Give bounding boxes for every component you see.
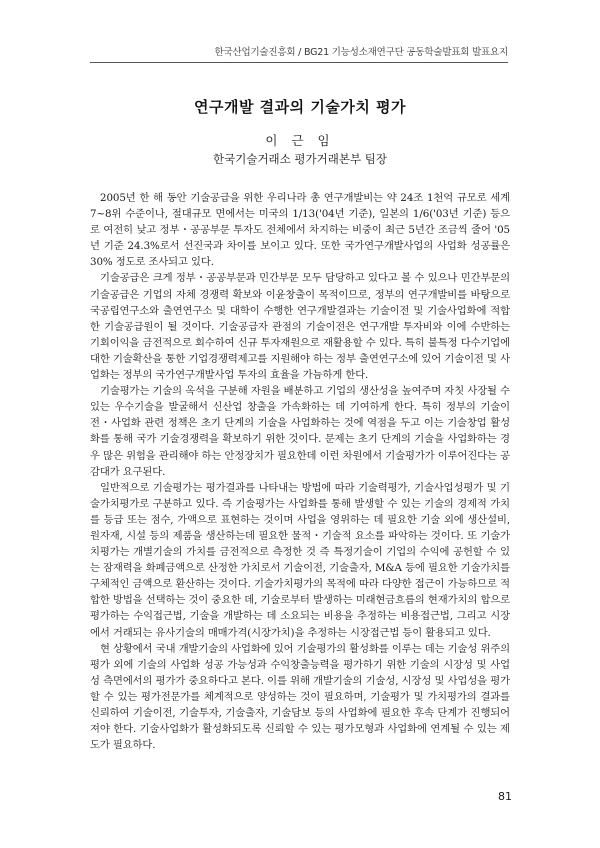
page-number: 81 — [498, 790, 512, 803]
paragraph: 일반적으로 기술평가는 평가결과를 나타내는 방법에 따라 기술력평가, 기술사업성평가 및 기술가치평가로 구분하고 있다. 즉 기술평가는 사업화를 통해 발생할 수 있는 기술의 경제적 가치를 등급 또는 점수, 가액으로 표현하는 것이며 사업을 영위하는 데 필요한 기술 외에 생산설비, 원자재, 시설 등의 제품을 생산하는데 필요한 물적・기술적 요소를 파악하는 것이다. 또 기술가치평가는 개별기술의 가치를 금전적으로 측정한 것 즉 특정기술이 기업의 수익에 공헌할 수 있는 잠재력을 화폐금액으로 산정한 가치로서 기술이전, 기술출자, M&A 등에 필요한 기술가치를 구체적인 금액으로 환산하는 것이다. 기술가치평가의 목적에 따라 다양한 접근이 가능하므로 적합한 방법을 선택하는 것이 중요한 데, 기술로부터 발생하는 미래현금흐름의 현재가치의 합으로 평가하는 수익접근법, 기술을 개발하는 데 소요되는 비용을 추정하는 비용접근법, 그리고 시장에서 거래되는 유사기술의 매매가격(시장가치)을 추정하는 시장접근법 등이 활용되고 있다. — [90, 481, 510, 639]
paragraph: 현 상황에서 국내 개발기술의 사업화에 있어 기술평가의 활성화를 이루는 데는 기술성 위주의 평가 외에 기술의 사업화 성공 가능성과 수익창출능력을 평가하기 위한 기술의 시장성 및 사업성 측면에서의 평가가 중요하다고 본다. 이를 위해 개발기술의 기술성, 시장성 및 사업성을 평가할 수 있는 평가전문가를 체계적으로 양성하는 것이 필요하며, 기술평가 및 가치평가의 결과를 신뢰하여 기술이전, 기술투자, 기술출자, 기술담보 등의 사업화에 필요한 후속 단계가 진행되어져야 한다. 기술사업화가 활성화되도록 신뢰할 수 있는 평가모형과 사업화에 연계될 수 있는 제도가 필요하다. — [90, 642, 510, 752]
author-name: 이 근 임 — [265, 133, 335, 148]
body-text — [90, 190, 510, 753]
paper-title: 연구개발 결과의 기술가치 평가 — [193, 98, 407, 116]
paragraph: 기술평가는 기술의 옥석을 구분해 자원을 배분하고 기업의 생산성을 높여주며 자칫 사장될 수 있는 우수기술을 발굴해서 신산업 창출을 가속화하는 데 기여하게 한다. 특히 정부의 기술이전・사업화 관련 정책은 초기 단계의 기술을 사업화하는 것에 역점을 두고 이는 기술창업 활성화를 통해 국가 기술경쟁력을 확보하기 위한 것이다. 문제는 초기 단계의 기술을 사업화하는 경우 많은 위험을 관리해야 하는 안정장치가 필요한데 이런 차원에서 기술평가가 이루어진다는 공감대가 요구된다. — [90, 385, 510, 478]
paragraph: 2005년 한 해 동안 기술공급을 위한 우리나라 총 연구개발비는 약 24조 1천억 규모로 세계 7~8위 수준이나, 절대규모 면에서는 미국의 1/13('04년 기준), 일본의 1/6('03년 기준) 등으로 여전히 낮고 정부・공공부문 투자도 전체에서 차지하는 비중이 최근 5년간 조금씩 줄어 '05년 기준 24.3%로서 선진국과 차이를 보이고 있다. 또한 국가연구개발사업의 사업화 성공률은 30% 정도로 조사되고 있다. — [90, 192, 510, 269]
paragraph: 기술공급은 크게 정부・공공부문과 민간부문 모두 담당하고 있다고 볼 수 있으나 민간부문의 기술공급은 기업의 자체 경쟁력 확보와 이윤창출이 목적이므로, 정부의 연구개발비를 바탕으로 국공립연구소와 출연연구소 및 대학이 수행한 연구개발결과는 기술이전 및 기술사업화에 적합한 기술공급원이 될 것이다. 기술공급자 관점의 기술이전은 연구개발 투자비와 이에 수반하는 기회이익을 금전적으로 회수하여 신규 투자재원으로 재활용할 수 있다. 특히 불특정 다수기업에 대한 기술확산을 통한 기업경쟁력제고를 지원해야 하는 정부 출연연구소에 있어 기술이전 및 사업화는 정부의 국가연구개발사업 투자의 효율을 가늠하게 한다. — [90, 272, 510, 382]
author-affiliation: 한국기술거래소 평가거래본부 팀장 — [213, 152, 387, 166]
running-head: 한국산업기술진흥회 / BG21 기능성소재연구단 공동학술발표회 발표요지 — [90, 44, 508, 63]
